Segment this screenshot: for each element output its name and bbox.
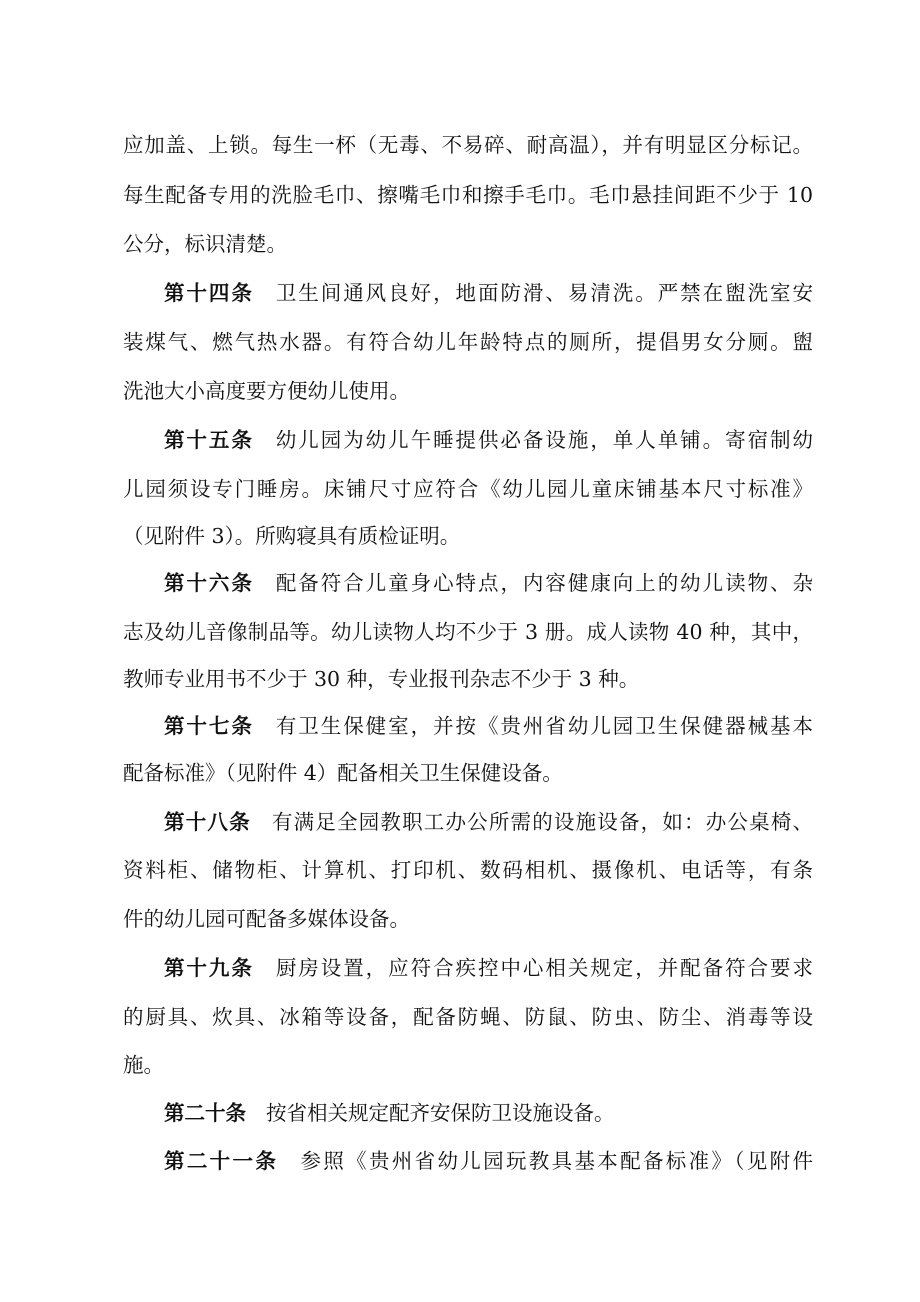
text-line: 每生配备专用的洗脸毛巾、擦嘴毛巾和擦手毛巾。毛巾悬挂间距不少于 10 — [123, 183, 813, 207]
article-19-first-line — [164, 953, 813, 983]
text-line: （见附件 3）。所购寝具有质检证明。 — [123, 524, 461, 548]
article-18-first-line — [164, 807, 813, 837]
article-heading: 第十四条 — [164, 281, 254, 305]
text-line: 教师专业用书不少于 30 种，专业报刊杂志不少于 3 种。 — [123, 667, 640, 691]
article-17-first-line — [164, 711, 813, 741]
text-line: 配备标准》（见附件 4）配备相关卫生保健设备。 — [123, 761, 563, 785]
article-21-first-line — [164, 1146, 813, 1176]
text-line: 件的幼儿园可配备多媒体设备。 — [123, 907, 410, 931]
text-line: 的厨具、炊具、冰箱等设备，配备防蝇、防鼠、防虫、防尘、消毒等设 — [123, 1005, 813, 1029]
text-line: 儿园须设专门睡房。床铺尺寸应符合《幼儿园儿童床铺基本尺寸标准》 — [123, 477, 813, 501]
article-14-first-line — [164, 278, 813, 308]
text-line: 洗池大小高度要方便幼儿使用。 — [123, 379, 410, 403]
article-15-first-line — [164, 425, 813, 455]
text-line: 卫生间通风良好，地面防滑、易清洗。严禁在盥洗室安 — [273, 281, 814, 305]
article-20-first-line — [164, 1098, 813, 1128]
text-line: 施。 — [123, 1053, 164, 1077]
text-line: 幼儿园为幼儿午睡提供必备设施，单人单铺。寄宿制幼 — [273, 428, 814, 452]
article-heading: 第二十一条 — [164, 1149, 279, 1173]
text-line: 厨房设置，应符合疾控中心相关规定，并配备符合要求 — [273, 956, 814, 980]
article-heading: 第二十条 — [164, 1101, 246, 1125]
text-line: 有卫生保健室，并按《贵州省幼儿园卫生保健器械基本 — [273, 714, 814, 738]
article-16-first-line — [164, 568, 813, 598]
text-line: 配备符合儿童身心特点，内容健康向上的幼儿读物、杂 — [273, 571, 814, 595]
text-line: 参照《贵州省幼儿园玩教具基本配备标准》（见附件 — [298, 1149, 814, 1173]
article-heading: 第十八条 — [164, 810, 251, 834]
text-line: 装煤气、燃气热水器。有符合幼儿年龄特点的厕所，提倡男女分厕。盥 — [123, 330, 813, 354]
text-line: 志及幼儿音像制品等。幼儿读物人均不少于 3 册。成人读物 40 种，其中， — [123, 620, 813, 644]
article-heading: 第十五条 — [164, 428, 254, 452]
text-line: 公分，标识清楚。 — [123, 232, 287, 256]
text-line: 应加盖、上锁。每生一杯（无毒、不易碎、耐高温），并有明显区分标记。 — [123, 133, 813, 157]
article-heading: 第十七条 — [164, 714, 254, 738]
article-heading: 第十九条 — [164, 956, 254, 980]
article-heading: 第十六条 — [164, 571, 254, 595]
text-line: 有满足全园教职工办公所需的设施设备，如：办公桌椅、 — [270, 810, 814, 834]
text-line: 按省相关规定配齐安保防卫设施设备。 — [266, 1101, 615, 1125]
text-line: 资料柜、储物柜、计算机、打印机、数码相机、摄像机、电话等，有条 — [123, 858, 813, 882]
